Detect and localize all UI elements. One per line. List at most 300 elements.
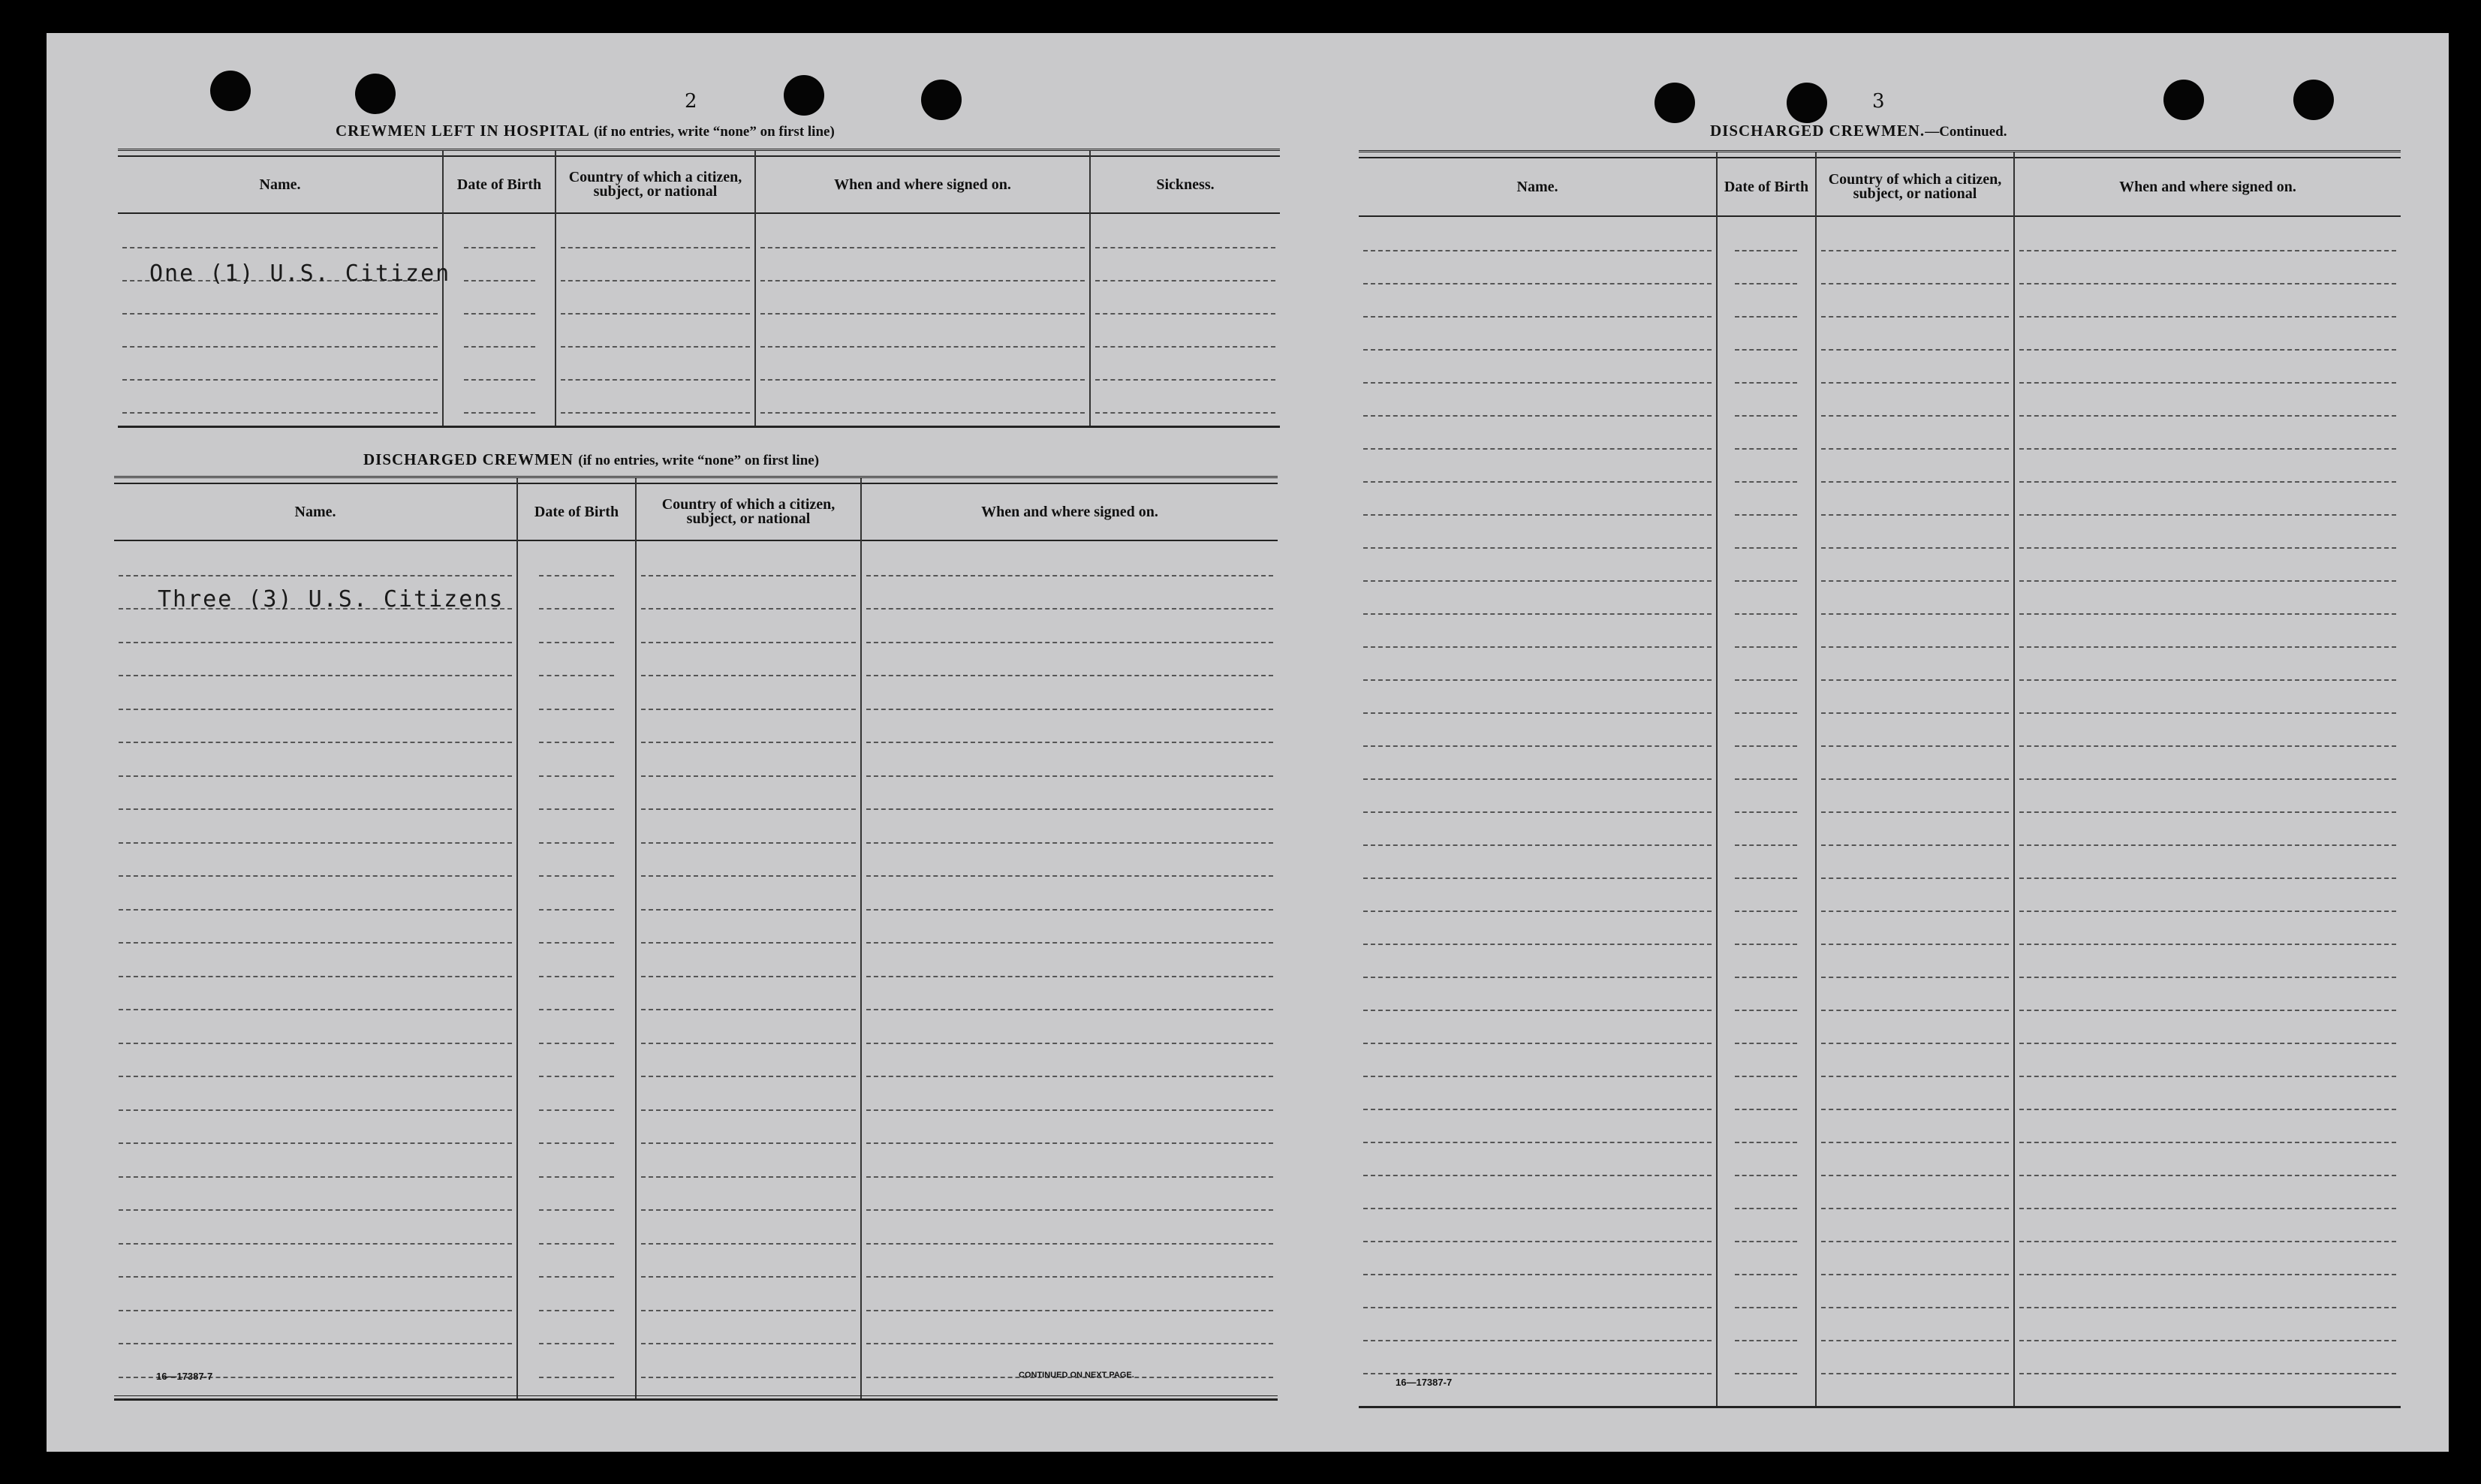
right-col-country xyxy=(1815,152,2013,1408)
hospital-col-name xyxy=(118,151,442,428)
ruled-line xyxy=(1735,316,1797,318)
discharged-continued-table xyxy=(1359,150,2401,1408)
ruled-line xyxy=(539,976,614,977)
right-col-signed-on-lines[interactable] xyxy=(2015,217,2401,1402)
discharged-continued-suffix: —Continued. xyxy=(1925,124,2007,140)
ruled-line xyxy=(866,1009,1273,1010)
ruled-line xyxy=(760,280,1085,281)
right-col-name-header: Name. xyxy=(1359,158,1716,217)
ruled-line xyxy=(2019,778,2396,780)
punch-hole xyxy=(2163,80,2204,120)
ruled-line xyxy=(641,1209,856,1211)
hospital-col-signed-on-header: When and where signed on. xyxy=(756,157,1089,214)
ruled-line xyxy=(119,1142,512,1144)
punch-hole xyxy=(2293,80,2334,120)
hospital-section-title xyxy=(336,122,835,140)
ruled-line xyxy=(760,379,1085,381)
ruled-line xyxy=(1821,481,2009,483)
ruled-line xyxy=(1095,346,1275,348)
ruled-line xyxy=(2019,580,2396,582)
ruled-line xyxy=(1735,778,1797,780)
page-number-right: 3 xyxy=(1872,90,1885,113)
discharged-title-note: (if no entries, write “none” on first line) xyxy=(578,453,820,468)
ruled-line xyxy=(1735,613,1797,615)
discharged-col-name xyxy=(114,478,516,1401)
ruled-line xyxy=(1821,1175,2009,1176)
ruled-line xyxy=(1363,944,1712,945)
ruled-line xyxy=(119,575,512,576)
ruled-line xyxy=(866,1076,1273,1077)
ruled-line xyxy=(539,1377,614,1378)
ruled-line xyxy=(1735,481,1797,483)
ruled-line xyxy=(1735,1340,1797,1341)
ruled-line xyxy=(539,675,614,676)
ruled-line xyxy=(2019,712,2396,714)
ruled-line xyxy=(539,1343,614,1344)
ruled-line xyxy=(122,247,438,248)
continued-note: CONTINUED ON NEXT PAGE. xyxy=(1019,1371,1134,1380)
ruled-line xyxy=(2019,911,2396,912)
ruled-line xyxy=(1735,911,1797,912)
ruled-line xyxy=(1821,1340,2009,1341)
discharged-col-signed-on xyxy=(860,478,1278,1401)
ruled-line xyxy=(866,1176,1273,1178)
hospital-col-dob-lines[interactable] xyxy=(444,214,555,422)
discharged-col-signed-on-lines[interactable] xyxy=(862,541,1278,1395)
ruled-line xyxy=(1363,977,1712,978)
form-number-left: 16—17387-7 xyxy=(156,1371,213,1382)
ruled-line xyxy=(1363,1142,1712,1143)
right-col-country-header: Country of which a citizen, subject, or national xyxy=(1817,158,2013,217)
ruled-line xyxy=(2019,415,2396,417)
ruled-line xyxy=(119,942,512,944)
ruled-line xyxy=(1735,283,1797,284)
ruled-line xyxy=(1363,911,1712,912)
ruled-line xyxy=(1735,580,1797,582)
ruled-line xyxy=(1735,745,1797,747)
ruled-line xyxy=(2019,811,2396,813)
discharged-col-signed-on-header: When and where signed on. xyxy=(862,484,1278,541)
ruled-line xyxy=(2019,877,2396,879)
ruled-line xyxy=(1095,379,1275,381)
ruled-line xyxy=(866,1109,1273,1111)
ruled-line xyxy=(1821,613,2009,615)
ruled-line xyxy=(539,1276,614,1278)
ruled-line xyxy=(1821,448,2009,450)
ruled-line xyxy=(1735,1175,1797,1176)
discharged-col-name-header: Name. xyxy=(114,484,516,541)
ruled-line xyxy=(539,1310,614,1311)
punch-hole xyxy=(921,80,962,120)
ruled-line xyxy=(2019,1373,2396,1374)
ruled-line xyxy=(866,742,1273,743)
ruled-line xyxy=(866,709,1273,710)
ruled-line xyxy=(539,575,614,576)
ruled-line xyxy=(1735,1373,1797,1374)
ruled-line xyxy=(561,379,750,381)
ruled-line xyxy=(119,808,512,810)
ruled-line xyxy=(866,808,1273,810)
ruled-line xyxy=(641,1076,856,1077)
ruled-line xyxy=(641,1176,856,1178)
ruled-line xyxy=(1363,250,1712,251)
ruled-line xyxy=(464,346,535,348)
ruled-line xyxy=(119,1176,512,1178)
ruled-line xyxy=(1735,844,1797,846)
ruled-line xyxy=(1735,811,1797,813)
ruled-line xyxy=(641,1243,856,1245)
ruled-line xyxy=(760,313,1085,315)
ruled-line xyxy=(1363,1307,1712,1308)
ruled-line xyxy=(1363,547,1712,549)
ruled-line xyxy=(866,775,1273,777)
ruled-line xyxy=(119,976,512,977)
ruled-line xyxy=(1363,844,1712,846)
ruled-line xyxy=(122,346,438,348)
ruled-line xyxy=(2019,944,2396,945)
ruled-line xyxy=(1821,877,2009,879)
ruled-line xyxy=(119,1109,512,1111)
ruled-line xyxy=(119,775,512,777)
ruled-line xyxy=(1363,679,1712,681)
ruled-line xyxy=(1821,250,2009,251)
ruled-line xyxy=(2019,646,2396,648)
ruled-line xyxy=(1821,1208,2009,1209)
ruled-line xyxy=(1095,313,1275,315)
ruled-line xyxy=(2019,349,2396,351)
ruled-line xyxy=(641,808,856,810)
ruled-line xyxy=(122,412,438,414)
ruled-line xyxy=(1821,1142,2009,1143)
ruled-line xyxy=(539,608,614,610)
ruled-line xyxy=(1363,778,1712,780)
ruled-line xyxy=(2019,514,2396,516)
right-col-dob-lines[interactable] xyxy=(1718,217,1815,1402)
ruled-line xyxy=(539,1243,614,1245)
discharged-col-country-header: Country of which a citizen, subject, or national xyxy=(637,484,860,541)
ruled-line xyxy=(119,1243,512,1245)
ruled-line xyxy=(119,1343,512,1344)
ruled-line xyxy=(1363,811,1712,813)
ruled-line xyxy=(1363,514,1712,516)
ruled-line xyxy=(2019,1142,2396,1143)
right-col-country-lines[interactable] xyxy=(1817,217,2013,1402)
ruled-line xyxy=(464,412,535,414)
ruled-line xyxy=(1821,977,2009,978)
ruled-line xyxy=(539,875,614,877)
hospital-col-signed-on-lines[interactable] xyxy=(756,214,1089,422)
ruled-line xyxy=(866,1343,1273,1344)
ruled-line xyxy=(1363,349,1712,351)
ruled-line xyxy=(1821,646,2009,648)
ruled-line xyxy=(1735,349,1797,351)
ruled-line xyxy=(1735,250,1797,251)
ruled-line xyxy=(641,1343,856,1344)
ruled-line xyxy=(1363,580,1712,582)
hospital-entry-first-line[interactable]: One (1) U.S. Citizen xyxy=(149,260,451,287)
ruled-line xyxy=(539,942,614,944)
ruled-line xyxy=(1363,1340,1712,1341)
page-number-left: 2 xyxy=(685,90,697,113)
ruled-line xyxy=(1821,1241,2009,1242)
right-col-name xyxy=(1359,152,1716,1408)
ruled-line xyxy=(641,642,856,643)
ruled-line xyxy=(866,575,1273,576)
ruled-line xyxy=(2019,382,2396,384)
ruled-line xyxy=(1735,1208,1797,1209)
ruled-line xyxy=(1095,412,1275,414)
ruled-line xyxy=(1735,547,1797,549)
hospital-col-signed-on xyxy=(754,151,1089,428)
ruled-line xyxy=(866,608,1273,610)
ruled-line xyxy=(2019,1109,2396,1110)
ruled-line xyxy=(2019,316,2396,318)
ruled-line xyxy=(1735,646,1797,648)
ruled-line xyxy=(1363,1043,1712,1044)
ruled-line xyxy=(866,1310,1273,1311)
ruled-line xyxy=(1363,646,1712,648)
hospital-table xyxy=(118,149,1280,428)
ruled-line xyxy=(1363,481,1712,483)
hospital-col-name-lines[interactable] xyxy=(118,214,442,422)
punch-hole xyxy=(1787,83,1827,123)
ruled-line xyxy=(2019,547,2396,549)
ruled-line xyxy=(866,642,1273,643)
punch-hole xyxy=(210,71,251,111)
ruled-line xyxy=(1363,1373,1712,1374)
ruled-line xyxy=(2019,1175,2396,1176)
ruled-line xyxy=(1735,1010,1797,1011)
ruled-line xyxy=(1363,1175,1712,1176)
ruled-line xyxy=(760,346,1085,348)
ruled-line xyxy=(1735,1076,1797,1077)
ruled-line xyxy=(641,875,856,877)
ruled-line xyxy=(1363,448,1712,450)
discharged-entry-first-line[interactable]: Three (3) U.S. Citizens xyxy=(158,586,504,613)
ruled-line xyxy=(1821,349,2009,351)
ruled-line xyxy=(1821,316,2009,318)
ruled-line xyxy=(866,1043,1273,1044)
ruled-line xyxy=(2019,481,2396,483)
ruled-line xyxy=(122,313,438,315)
ruled-line xyxy=(866,909,1273,911)
ruled-line xyxy=(119,1009,512,1010)
ruled-line xyxy=(1095,247,1275,248)
hospital-col-country-header: Country of which a citizen, subject, or national xyxy=(556,157,754,214)
ruled-line xyxy=(539,742,614,743)
ruled-line xyxy=(641,1276,856,1278)
ruled-line xyxy=(641,842,856,844)
ruled-line xyxy=(641,976,856,977)
ruled-line xyxy=(2019,745,2396,747)
ruled-line xyxy=(1821,944,2009,945)
ruled-line xyxy=(1735,1109,1797,1110)
ruled-line xyxy=(464,379,535,381)
ruled-line xyxy=(119,1276,512,1278)
ruled-line xyxy=(1821,911,2009,912)
hospital-col-name-header: Name. xyxy=(118,157,442,214)
discharged-col-dob xyxy=(516,478,635,1401)
ruled-line xyxy=(1735,1274,1797,1275)
ruled-line xyxy=(641,1043,856,1044)
ruled-line xyxy=(641,1142,856,1144)
ruled-line xyxy=(1363,316,1712,318)
ruled-line xyxy=(119,742,512,743)
ruled-line xyxy=(539,808,614,810)
ruled-line xyxy=(641,1109,856,1111)
ruled-line xyxy=(1095,280,1275,281)
ruled-line xyxy=(1363,283,1712,284)
ruled-line xyxy=(1821,547,2009,549)
hospital-title-note: (if no entries, write “none” on first line) xyxy=(593,124,835,140)
ruled-line xyxy=(2019,679,2396,681)
ruled-line xyxy=(760,412,1085,414)
ruled-line xyxy=(539,775,614,777)
ruled-line xyxy=(2019,1010,2396,1011)
hospital-col-dob xyxy=(442,151,555,428)
ruled-line xyxy=(1735,1241,1797,1242)
ruled-line xyxy=(641,942,856,944)
ruled-line xyxy=(2019,448,2396,450)
right-col-signed-on-header: When and where signed on. xyxy=(2015,158,2401,217)
ruled-line xyxy=(539,909,614,911)
hospital-col-sickness-header: Sickness. xyxy=(1091,157,1280,214)
ruled-line xyxy=(1735,1307,1797,1308)
hospital-col-country xyxy=(555,151,754,428)
ruled-line xyxy=(539,1009,614,1010)
discharged-col-country-lines[interactable] xyxy=(637,541,860,1395)
ruled-line xyxy=(119,1043,512,1044)
ruled-line xyxy=(1821,1010,2009,1011)
ruled-line xyxy=(1363,1274,1712,1275)
ruled-line xyxy=(464,280,535,281)
discharged-table xyxy=(114,476,1278,1401)
ruled-line xyxy=(1363,382,1712,384)
ruled-line xyxy=(1363,745,1712,747)
ruled-line xyxy=(2019,1208,2396,1209)
ruled-line xyxy=(866,1276,1273,1278)
ruled-line xyxy=(2019,1274,2396,1275)
ruled-line xyxy=(866,1209,1273,1211)
ruled-line xyxy=(1821,1274,2009,1275)
punch-hole xyxy=(784,75,824,116)
ruled-line xyxy=(539,1109,614,1111)
ruled-line xyxy=(1363,1241,1712,1242)
ruled-line xyxy=(1735,1043,1797,1044)
hospital-title-text: CREWMEN LEFT IN HOSPITAL xyxy=(336,122,589,140)
ruled-line xyxy=(1735,448,1797,450)
punch-hole xyxy=(355,74,396,114)
ruled-line xyxy=(641,1310,856,1311)
ruled-line xyxy=(1821,1109,2009,1110)
ruled-line xyxy=(760,247,1085,248)
ruled-line xyxy=(539,1209,614,1211)
ruled-line xyxy=(866,875,1273,877)
ruled-line xyxy=(2019,1307,2396,1308)
ruled-line xyxy=(119,1209,512,1211)
ruled-line xyxy=(539,842,614,844)
ruled-line xyxy=(464,313,535,315)
ruled-line xyxy=(539,709,614,710)
ruled-line xyxy=(1363,415,1712,417)
ruled-line xyxy=(866,942,1273,944)
discharged-col-dob-lines[interactable] xyxy=(518,541,635,1395)
ruled-line xyxy=(641,575,856,576)
ruled-line xyxy=(119,642,512,643)
ruled-line xyxy=(1821,811,2009,813)
ruled-line xyxy=(1363,1208,1712,1209)
ruled-line xyxy=(539,642,614,643)
discharged-continued-title-text: DISCHARGED CREWMEN. xyxy=(1710,122,1925,140)
ruled-line xyxy=(1821,382,2009,384)
ruled-line xyxy=(119,1310,512,1311)
ruled-line xyxy=(1735,679,1797,681)
ruled-line xyxy=(119,909,512,911)
discharged-section-title xyxy=(363,450,819,469)
ruled-line xyxy=(1735,514,1797,516)
ruled-line xyxy=(561,280,750,281)
ruled-line xyxy=(1363,877,1712,879)
ruled-line xyxy=(641,742,856,743)
ruled-line xyxy=(641,775,856,777)
ruled-line xyxy=(561,346,750,348)
ruled-line xyxy=(1821,1043,2009,1044)
ruled-line xyxy=(866,1142,1273,1144)
ruled-line xyxy=(1821,712,2009,714)
ruled-line xyxy=(1363,1076,1712,1077)
ruled-line xyxy=(1363,712,1712,714)
ruled-line xyxy=(1363,1010,1712,1011)
ruled-line xyxy=(1363,1109,1712,1110)
hospital-col-country-lines[interactable] xyxy=(556,214,754,422)
ruled-line xyxy=(119,675,512,676)
ruled-line xyxy=(641,608,856,610)
discharged-col-country xyxy=(635,478,860,1401)
right-col-signed-on xyxy=(2013,152,2401,1408)
right-col-dob xyxy=(1716,152,1815,1408)
ruled-line xyxy=(119,709,512,710)
discharged-col-name-lines[interactable] xyxy=(114,541,516,1395)
ruled-line xyxy=(866,976,1273,977)
ruled-line xyxy=(1821,514,2009,516)
ruled-line xyxy=(561,412,750,414)
ruled-line xyxy=(1735,977,1797,978)
ruled-line xyxy=(561,313,750,315)
discharged-continued-title xyxy=(1710,122,2007,140)
ruled-line xyxy=(1735,877,1797,879)
ruled-line xyxy=(2019,250,2396,251)
ruled-line xyxy=(2019,1340,2396,1341)
ruled-line xyxy=(641,1377,856,1378)
ruled-line xyxy=(641,1009,856,1010)
ruled-line xyxy=(2019,1043,2396,1044)
ruled-line xyxy=(866,675,1273,676)
ruled-line xyxy=(561,247,750,248)
ruled-line xyxy=(1363,613,1712,615)
ruled-line xyxy=(2019,613,2396,615)
ruled-line xyxy=(1821,1076,2009,1077)
ruled-line xyxy=(1735,712,1797,714)
ruled-line xyxy=(641,675,856,676)
ruled-line xyxy=(1821,745,2009,747)
hospital-col-sickness-lines[interactable] xyxy=(1091,214,1280,422)
ruled-line xyxy=(464,247,535,248)
ruled-line xyxy=(1821,679,2009,681)
right-col-name-lines[interactable] xyxy=(1359,217,1716,1402)
ruled-line xyxy=(866,842,1273,844)
ruled-line xyxy=(539,1142,614,1144)
form-sheet xyxy=(47,33,2449,1452)
